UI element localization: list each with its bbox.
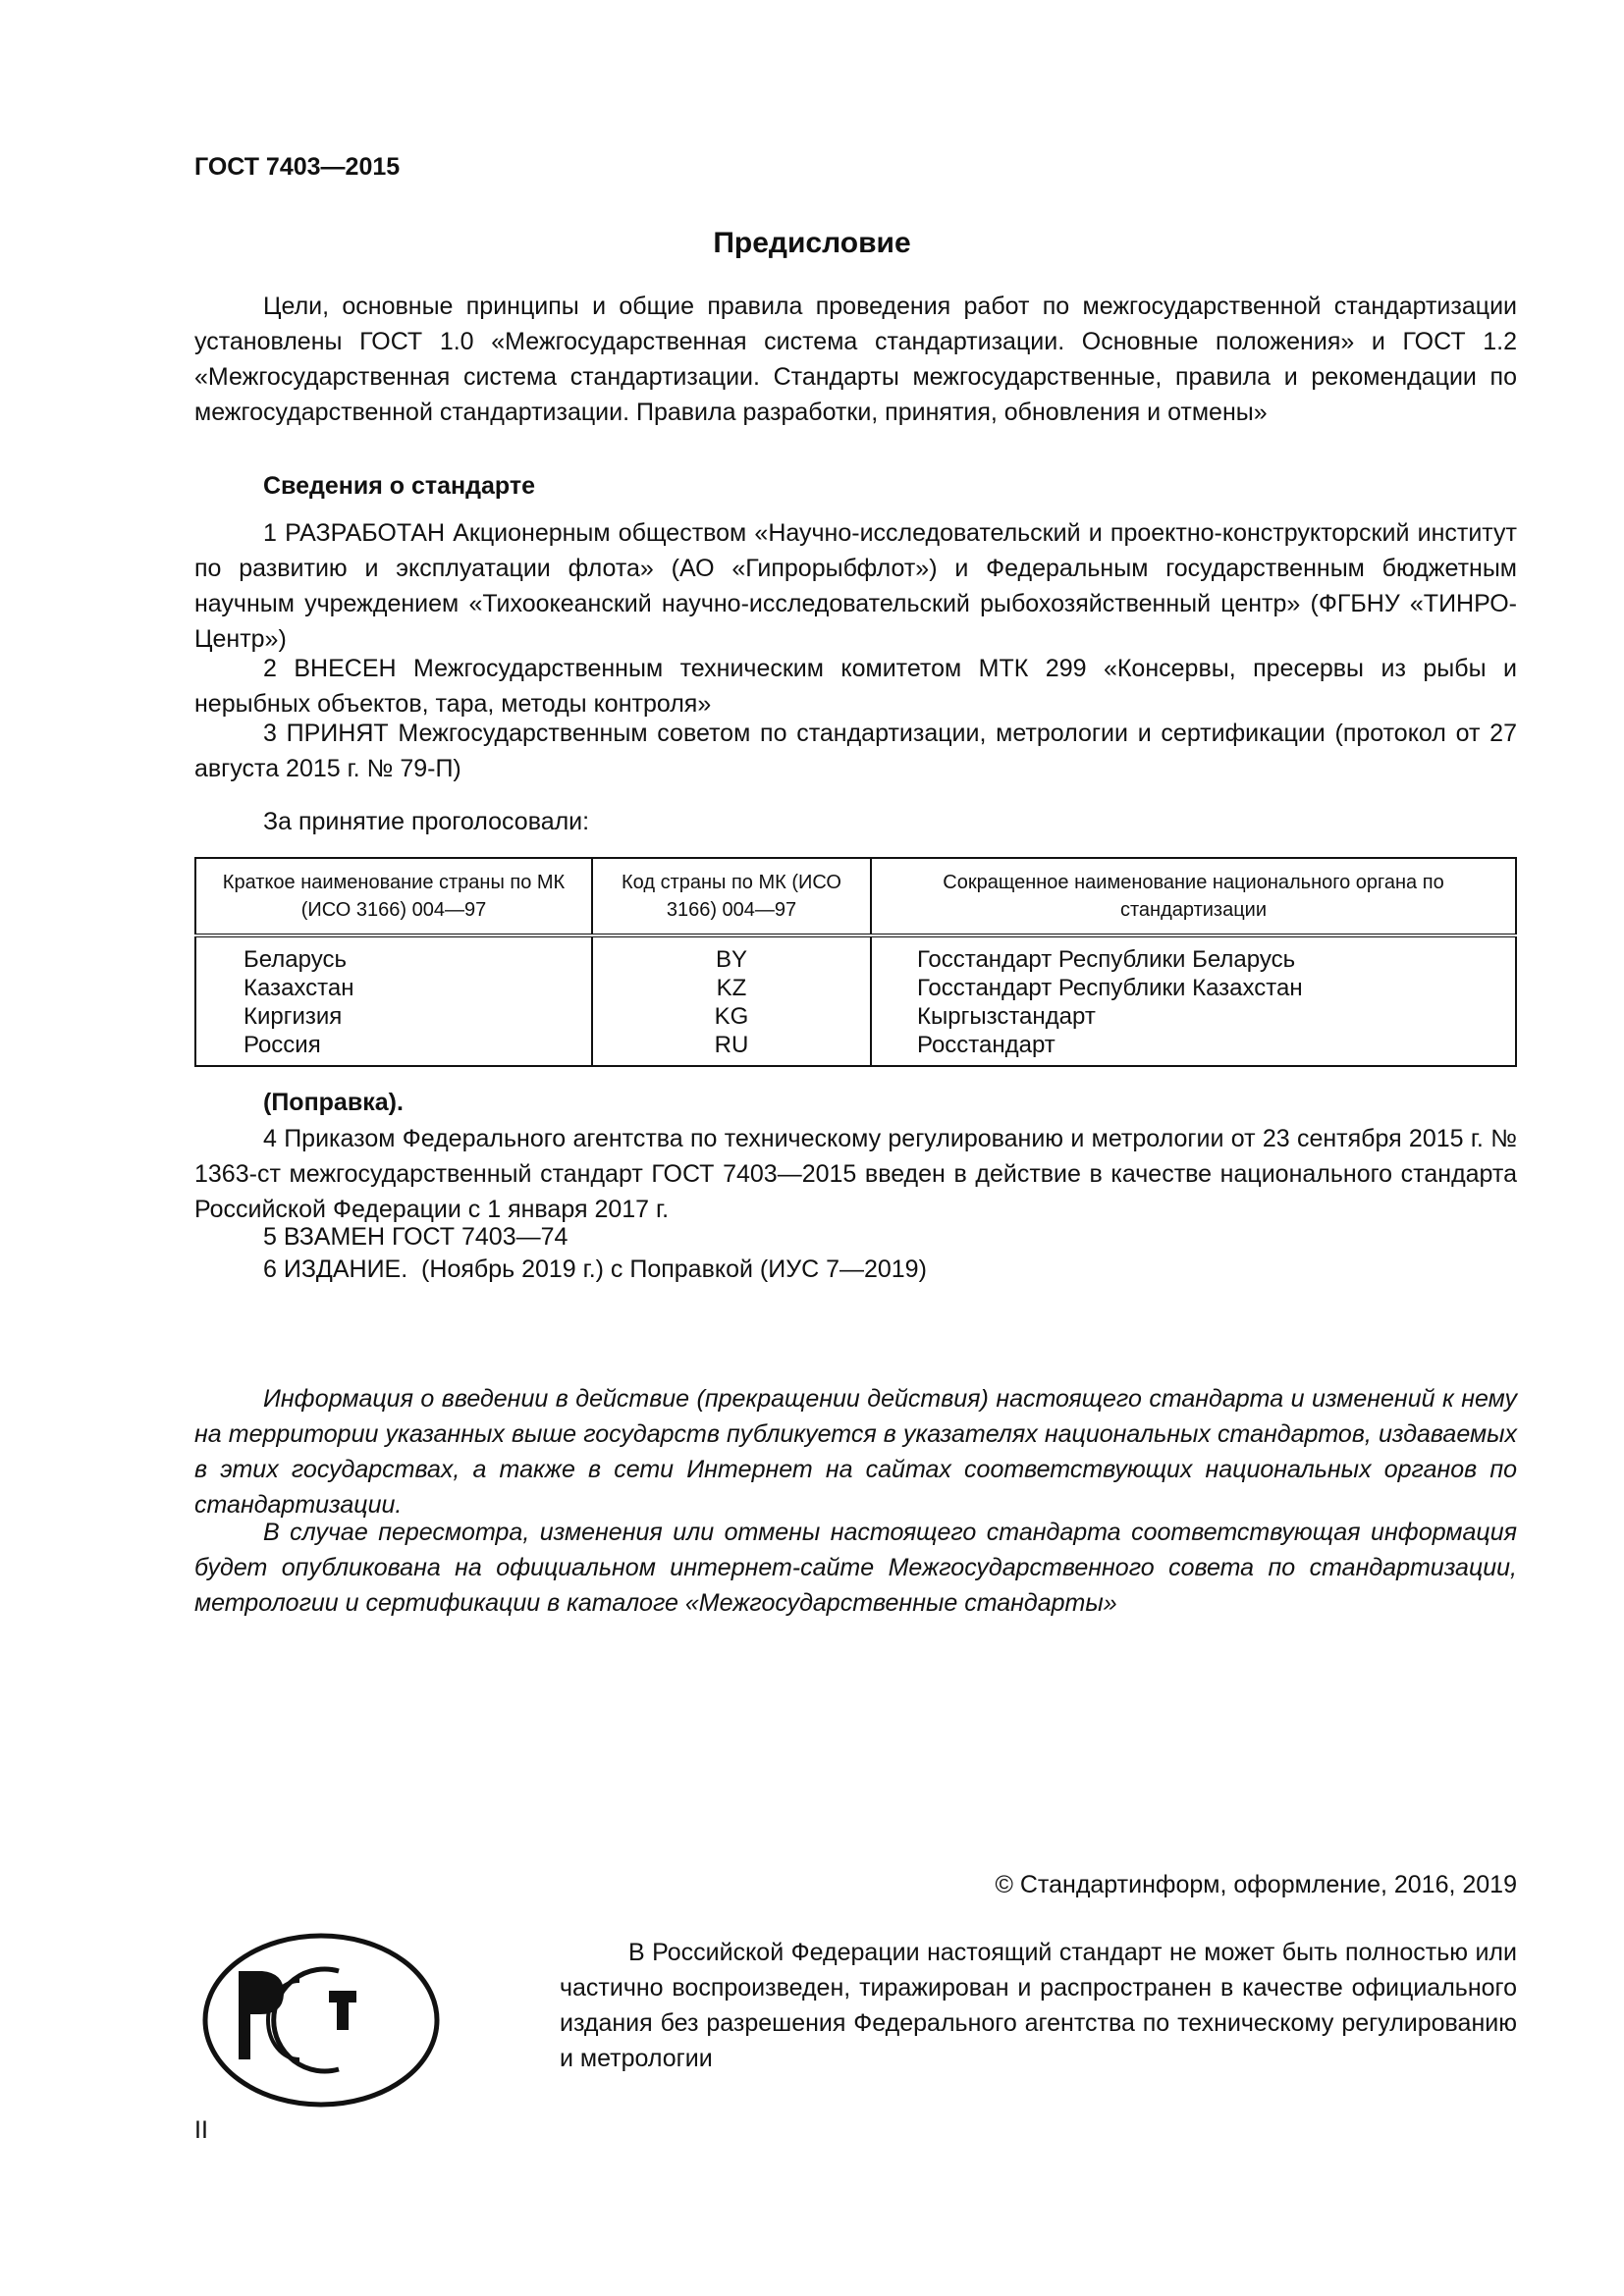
copyright: © Стандартинформ, оформление, 2016, 2019	[995, 1871, 1517, 1898]
cell-code: KZ	[716, 975, 747, 1001]
table-header-row	[195, 858, 1516, 935]
reproduction-notice: В Российской Федерации настоящий стандарт не может быть полностью или частично воспроизведен, тиражирован и распространен в качестве официального издания без разрешения Федерального агентства по техническому регулированию и метрологии	[560, 1939, 1517, 2072]
item-adopted: 3 ПРИНЯТ Межгосударственным советом по стандартизации, метрологии и сертификации (протокол от 27 августа 2015 г. № 79-П)	[194, 720, 1517, 782]
item-replaces: 5 ВЗАМЕН ГОСТ 7403—74	[263, 1223, 568, 1251]
countries-table	[194, 857, 1517, 1067]
cell-country: Беларусь	[244, 946, 347, 973]
info-italic-1: Информация о введении в действие (прекращении действия) настоящего стандарта и изменений к нему на территории указанных выше государств публикуется в указателях национальных стандартов, издаваемых в этих государствах, а также в сети Интернет на сайтах соответствующих национальных органов по стандартизации.	[194, 1385, 1517, 1519]
cell-country: Киргизия	[244, 1003, 343, 1030]
info-italic-2: В случае пересмотра, изменения или отмены настоящего стандарта соответствующая информация будет опубликована на официальном интернет-сайте Межгосударственного совета по стандартизации, метрологии и сертификации в каталоге «Межгосударственные стандарты»	[194, 1519, 1517, 1617]
page-title: Предисловие	[713, 227, 911, 259]
country-names	[195, 935, 592, 1066]
cell-agency: Росстандарт	[917, 1032, 1056, 1058]
item-submitted: 2 ВНЕСЕН Межгосударственным техническим комитетом МТК 299 «Консервы, пресервы из рыбы и нерыбных объектов, тара, методы контроля»	[194, 655, 1517, 718]
cell-code: RU	[714, 1032, 749, 1058]
info-heading: Сведения о стандарте	[263, 472, 536, 500]
item-developed: 1 РАЗРАБОТАН Акционерным обществом «Научно-исследовательский и проектно-конструкторский институт по развитию и эксплуатации флота» (АО «Гипрорыбфлот») и Федеральным государственным бюджетным научным учреждением «Тихоокеанский научно-исследовательский рыбохозяйственный центр» (ФГБНУ «ТИНРО-Центр»)	[194, 519, 1517, 653]
document-code: ГОСТ 7403—2015	[194, 153, 401, 181]
cell-country: Казахстан	[244, 975, 354, 1001]
rst-logo	[201, 1932, 442, 2109]
column-header-code: Код страны по МК (ИСО 3166) 004—97	[592, 858, 871, 935]
cell-code: BY	[715, 946, 747, 973]
column-header-country: Краткое наименование страны по МК (ИСО 3166) 004—97	[195, 858, 592, 935]
page-number: II	[194, 2116, 208, 2144]
cell-agency: Госстандарт Республики Беларусь	[917, 946, 1296, 973]
voted-label: За принятие проголосовали:	[263, 808, 590, 835]
cell-country: Россия	[244, 1032, 321, 1058]
cell-agency: Кыргызстандарт	[917, 1003, 1096, 1030]
cell-agency: Госстандарт Республики Казахстан	[917, 975, 1303, 1001]
agency-names	[871, 935, 1516, 1066]
table-row	[195, 935, 1516, 1066]
country-codes	[592, 935, 871, 1066]
amendment-label: (Поправка).	[263, 1089, 404, 1116]
intro-paragraph: Цели, основные принципы и общие правила проведения работ по межгосударственной стандартизации установлены ГОСТ 1.0 «Межгосударственная система стандартизации. Основные положения» и ГОСТ 1.2 «Межгосударственная система стандартизации. Стандарты межгосударственные, правила и рекомендации по межгосударственной стандартизации. Правила разработки, принятия, обновления и отмены»	[194, 293, 1517, 426]
cell-code: KG	[714, 1003, 749, 1030]
column-header-agency: Сокращенное наименование национального органа по стандартизации	[871, 858, 1516, 935]
item-order: 4 Приказом Федерального агентства по техническому регулированию и метрологии от 23 сентября 2015 г. № 1363-ст межгосударственный стандарт ГОСТ 7403—2015 введен в действие в качестве национального стандарта Российской Федерации с 1 января 2017 г.	[194, 1125, 1517, 1223]
item-edition: 6 ИЗДАНИЕ. (Ноябрь 2019 г.) с Поправкой (ИУС 7—2019)	[263, 1255, 927, 1283]
